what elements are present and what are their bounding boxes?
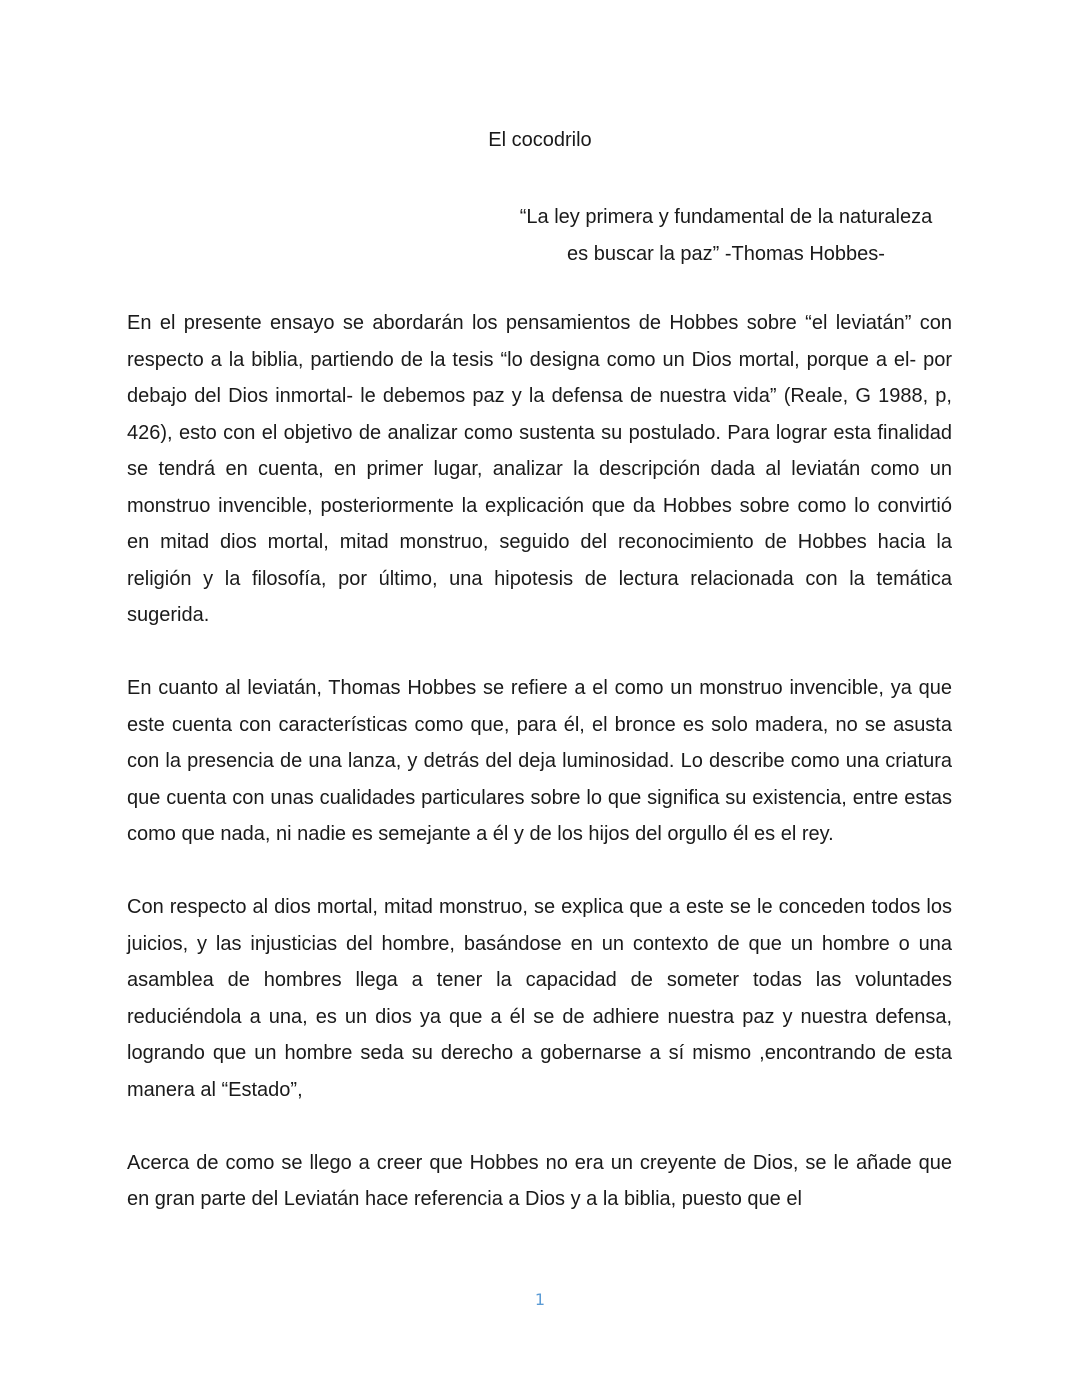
epigraph-quote — [500, 199, 952, 272]
paragraph-mortal-god: Con respecto al dios mortal, mitad monstruo, se explica que a este se le conceden todos los juicios, y las injusticias del hombre, basándose en un contexto de que un hombre o una asamblea de hombres llega a tener la capacidad de someter todas las voluntades reduciéndola a una, es un dios ya que a él se de adhiere nuestra paz y nuestra defensa, logrando que un hombre seda su derecho a gobernarse a sí mismo ,encontrando de esta manera al “Estado”, — [127, 896, 952, 1101]
paragraph-leviathan: En cuanto al leviatán, Thomas Hobbes se refiere a el como un monstruo invencible, ya que este cuenta con características como que, para él, el bronce es solo madera, no se asusta con la presencia de una lanza, y detrás del deja luminosidad. Lo describe como una criatura que cuenta con unas cualidades particulares sobre lo que significa su existencia, entre estas como que nada, ni nadie es semejante a él y de los hijos del orgullo él es el rey. — [127, 677, 952, 845]
paragraph-religion: Acerca de como se llego a creer que Hobbes no era un creyente de Dios, se le añade que en gran parte del Leviatán hace referencia a Dios y a la biblia, puesto que el — [127, 1151, 952, 1210]
page-number: 1 — [534, 1290, 546, 1309]
paragraph-introduction: En el presente ensayo se abordarán los pensamientos de Hobbes sobre “el leviatán” con respecto a la biblia, partiendo de la tesis “lo designa como un Dios mortal, porque a el- por debajo del Dios inmortal- le debemos paz y la defensa de nuestra vida” (Reale, G 1988, p, 426), esto con el objetivo de analizar como sustenta su postulado. Para lograr esta finalidad se tendrá en cuenta, en primer lugar, analizar la descripción dada al leviatán como un monstruo invencible, posteriormente la explicación que da Hobbes sobre como lo convirtió en mitad dios mortal, mitad monstruo, seguido del reconocimiento de Hobbes hacia la religión y la filosofía, por último, una hipotesis de lectura relacionada con la temática sugerida. — [127, 312, 952, 626]
document-title: El cocodrilo — [488, 129, 592, 151]
epigraph-line-2: es buscar la paz” -Thomas Hobbes- — [567, 242, 885, 265]
epigraph-line-1: “La ley primera y fundamental de la naturaleza — [519, 206, 933, 228]
essay-body — [127, 305, 952, 1254]
